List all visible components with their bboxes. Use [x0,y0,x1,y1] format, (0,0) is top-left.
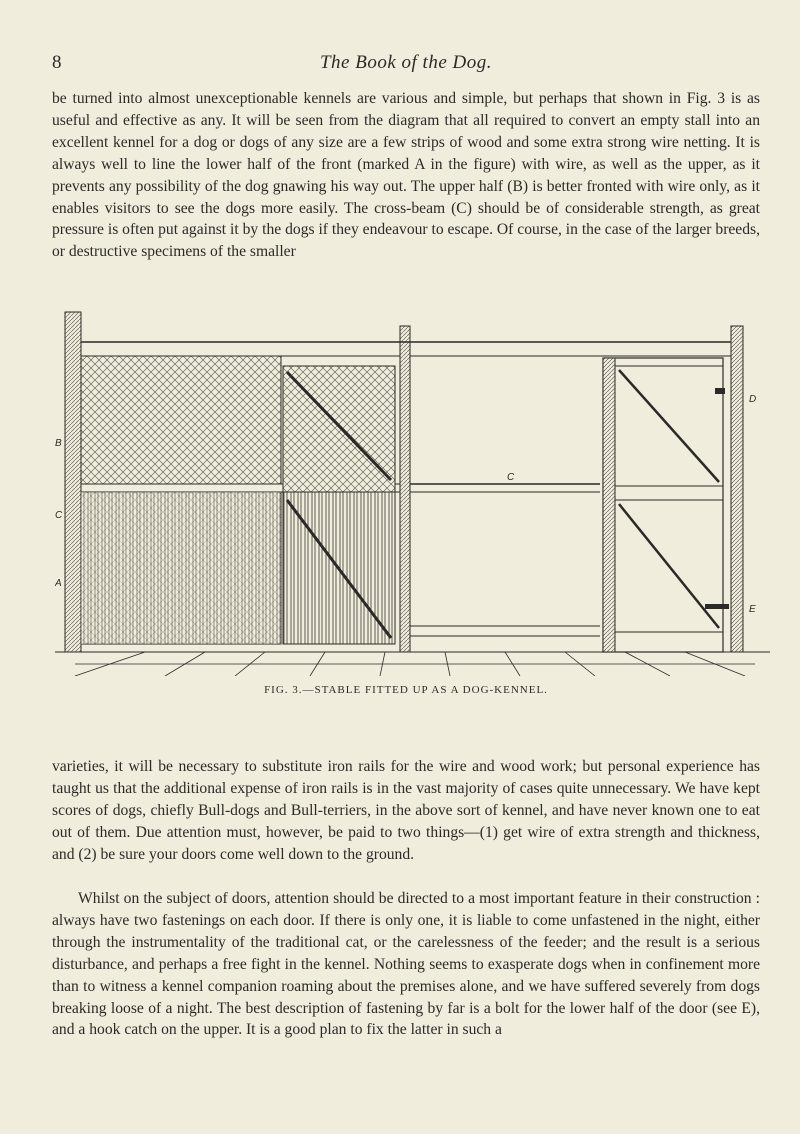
label-c-left: C [55,510,63,521]
figure-caption: FIG. 3.—STABLE FITTED UP AS A DOG-KENNEL. [264,684,548,696]
kennel-diagram [55,304,770,676]
paragraph-2: varieties, it will be necessary to substitute iron rails for the wire and wood work; but personal experience has taught us that the additional expense of iron rails is in the vast majority of cases quite unnecessary. We have kept scores of dogs, chiefly Bull-dogs and Bull-terriers, in the above sort of kennel, and have never known one to eat out of them. Due attention must, however, be paid to two things—(1) get wire of extra strength and thickness, and (2) be sure your doors come well down to the ground. [52,758,760,863]
label-d: D [749,394,757,405]
page-number: 8 [52,52,62,73]
right-post [731,326,743,652]
paragraph-3: Whilst on the subject of doors, attention should be directed to a most important feature in their construction : always have two fastenings on each door. If there is only one, it is liable to come unfastened in the night, either through the instrumentality of the traditional cat, or the carelessness of the feeder; and the result is a serious disturbance, and perhaps a free fight in the kennel. Nothing seems to exasperate dogs when in confinement more than to witness a kennel companion roaming about the premises alone, and we have suffered severely from dogs breaking loose of a night. The best description of fastening by far is a bolt for the lower half of the door (see E), and a hook catch on the upper. It is a good plan to fix the latter in such a [52,890,760,1039]
page-header [52,52,760,80]
middle-post [400,326,410,652]
label-c-mid: C [507,472,515,483]
label-a: A [55,578,62,589]
upper-wire-panel [81,356,281,484]
paragraph-1: be turned into almost unexceptionable kennels are various and simple, but perhaps that shown in Fig. 3 is as useful and effective as any. It will be seen from the diagram that all required to convert an empty stall into an excellent kennel for a dog or dogs of any size are a few strips of wood and some extra strong wire netting. It is always well to line the lower half of the front (marked A in the figure) with wire, as well as the upper, as it prevents any possibility of the dog gnawing his way out. The upper half (B) is better fronted with wire only, as it enables visitors to see the dogs more easily. The cross-beam (C) should be of considerable strength, as great pressure is often put against it by the dogs if they endeavour to escape. Of course, in the case of the larger breeds, or destructive specimens of the smaller [52,90,760,261]
left-post [65,312,81,652]
label-b: B [55,438,62,449]
kennel-figure [55,304,770,676]
label-e: E [749,604,756,615]
running-title: The Book of the Dog. [319,52,492,73]
